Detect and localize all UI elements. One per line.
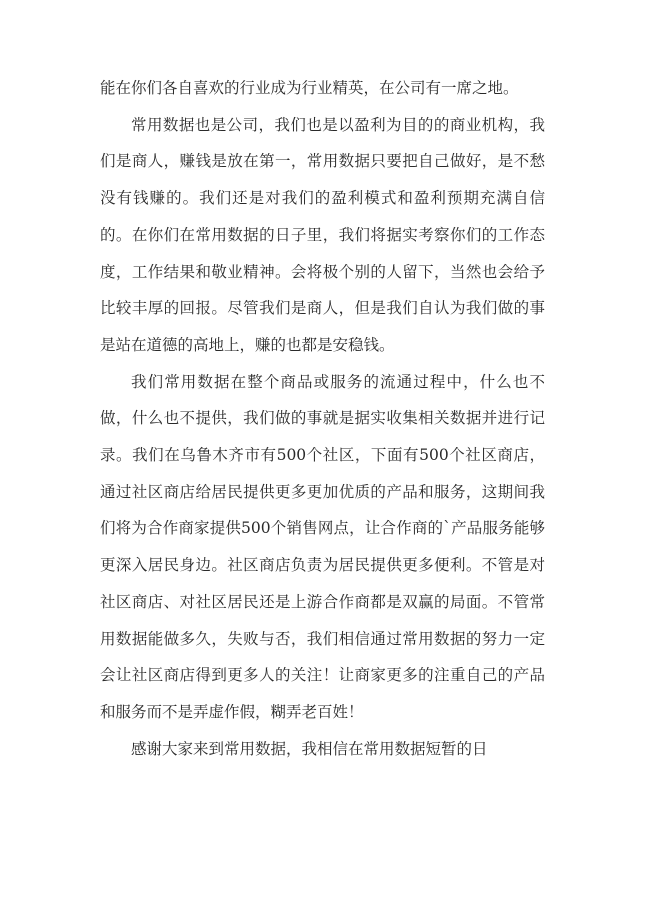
paragraph-1: 能在你们各自喜欢的行业成为行业精英，在公司有一席之地。 — [100, 79, 519, 97]
paragraph-4: 感谢大家来到常用数据，我相信在常用数据短暂的日 — [131, 739, 488, 758]
paragraph-3: 我们常用数据在整个商品或服务的流通过程中，什么也不做，什么也不提供，我们做的事就是据实收集相关数据并进行记录。我们在乌鲁木齐市有500个社区，下面有500个社区商店，通过社区商店给居民提供更多更加优质的产品和服务，这期间我们将为合作商家提供500个销售网点，让合作商的`产品服务能够更深入居民身边。社区商店负责为居民提供更多便利。不管是对社区商店、对社区居民还是上游合作商都是双赢的局面。不管常用数据能做多久，失败与否，我们相信通过常用数据的努力一定会让社区商店得到更多人的关注！让商家更多的注重自己的产品和服务而不是弄虚作假，糊弄老百姓！ — [100, 372, 545, 721]
paragraph-2: 常用数据也是公司，我们也是以盈利为目的的商业机构，我们是商人，赚钱是放在第一，常用数据只要把自己做好，是不愁没有钱赚的。我们还是对我们的盈利模式和盈利预期充满自信的。在你们在常用数据的日子里，我们将据实考察你们的工作态度，工作结果和敬业精神。会将极个别的人留下，当然也会给予比较丰厚的回报。尽管我们是商人，但是我们自认为我们做的事是站在道德的高地上，赚的也都是安稳钱。 — [100, 115, 545, 354]
document-body — [100, 70, 545, 767]
